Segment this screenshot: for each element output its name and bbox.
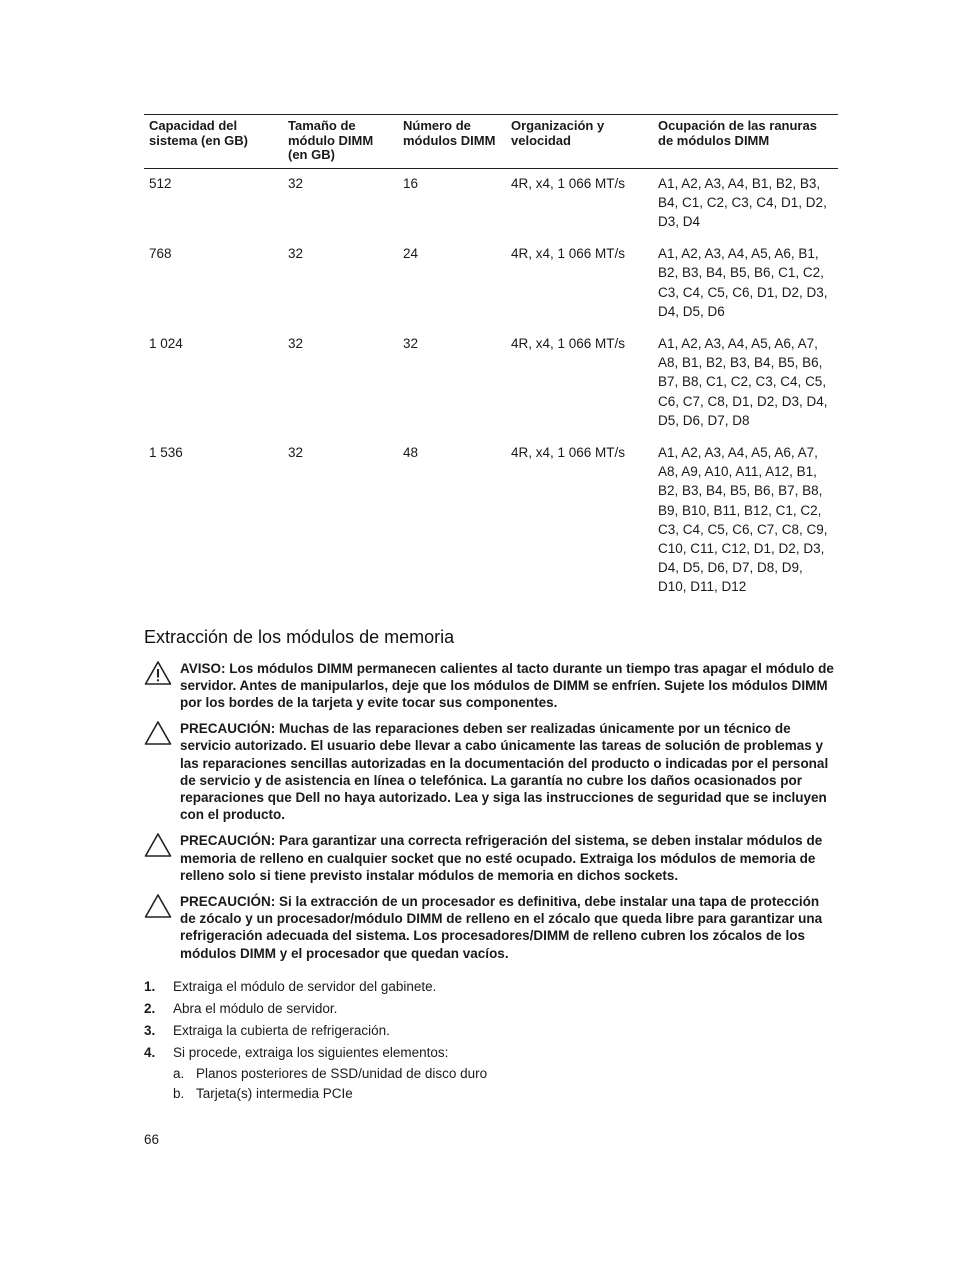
table-cell: 4R, x4, 1 066 MT/s xyxy=(511,444,626,460)
table-cell: 4R, x4, 1 066 MT/s xyxy=(511,175,626,191)
table-cell: A1, A2, A3, A4, A5, A6, B1, B2, B3, B4, B5, B6, C1, C2, C3, C4, C5, C6, D1, D2, D3, D4, D5, D6 xyxy=(658,246,828,319)
caution-triangle-icon xyxy=(144,720,172,746)
list-item xyxy=(144,998,838,1020)
column-header: Tamaño de módulo DIMM (en GB) xyxy=(283,115,398,169)
list-item xyxy=(144,1042,838,1104)
table-cell: 16 xyxy=(403,175,419,191)
procedure-steps xyxy=(144,976,838,1104)
step-number: 1. xyxy=(144,978,156,994)
table-row xyxy=(144,240,838,330)
sub-list-item xyxy=(173,1064,838,1084)
column-header: Capacidad del sistema (en GB) xyxy=(144,115,283,169)
table-cell: 32 xyxy=(288,335,304,351)
sub-list-item xyxy=(173,1084,838,1104)
table-header-row xyxy=(144,115,838,169)
column-header: Ocupación de las ranuras de módulos DIMM xyxy=(653,115,838,169)
warning-note xyxy=(144,660,838,712)
table-row xyxy=(144,168,838,240)
step-text: Extraiga el módulo de servidor del gabinete. xyxy=(173,978,437,994)
step-text: Abra el módulo de servidor. xyxy=(173,1000,338,1016)
note-text: PRECAUCIÓN: Muchas de las reparaciones deben ser realizadas únicamente por un técnico de servicio autorizado. El usuario debe llevar a cabo únicamente las tareas de solución de problemas y las reparaciones sencillas autorizadas en la documentación del producto o indicadas por el personal de servicio y de asistencia en línea o telefónica. La garantía no cubre los daños ocasionados por reparaciones que Dell no haya autorizado. Lea y siga las instrucciones de seguridad que se incluyen con el producto. xyxy=(180,721,829,823)
caution-note xyxy=(144,832,838,884)
list-item xyxy=(144,976,838,998)
table-cell: 32 xyxy=(288,444,304,460)
note-text: AVISO: Los módulos DIMM permanecen calientes al tacto durante un tiempo tras apagar el módulo de servidor. Antes de manipularlos, deje que los módulos de DIMM se enfríen. Sujete los módulos DIMM por los bordes de la tarjeta y evite tocar sus componentes. xyxy=(180,660,834,710)
step-text: Extraiga la cubierta de refrigeración. xyxy=(173,1022,390,1038)
note-text: PRECAUCIÓN: Si la extracción de un procesador es definitiva, debe instalar una tapa de protección de zócalo y un procesador/módulo DIMM de relleno en el zócalo que queda libre para garantizar una refrigeración adecuada del sistema. Los procesadores/DIMM de relleno cubren los zócalos de los módulos DIMM y el procesador que quedan vacíos. xyxy=(180,894,823,961)
page-number: 66 xyxy=(144,1132,160,1147)
step-text: Si procede, extraiga los siguientes elementos: xyxy=(173,1044,449,1060)
list-item xyxy=(144,1020,838,1042)
section-title: Extracción de los módulos de memoria xyxy=(144,626,455,647)
table-cell: 4R, x4, 1 066 MT/s xyxy=(511,335,626,351)
table-cell: A1, A2, A3, A4, A5, A6, A7, A8, A9, A10, A11, A12, B1, B2, B3, B4, B5, B6, B7, B8, B9, B10, B11, B12, C1, C2, C3, C4, C5, C6, C7, C8, C9, C10, C11, C12, D1, D2, D3, D4, D5, D6, D7, D8, D9, D10, D11, D12 xyxy=(658,444,828,595)
caution-note xyxy=(144,720,838,823)
table-cell: 32 xyxy=(403,335,419,351)
table-cell: 32 xyxy=(288,246,304,262)
caution-triangle-icon xyxy=(144,893,172,919)
sub-step-letter: a. xyxy=(173,1065,185,1081)
table-cell: 512 xyxy=(149,175,172,191)
note-text: PRECAUCIÓN: Para garantizar una correcta refrigeración del sistema, se deben instalar módulos de memoria de relleno en cualquier socket que no esté ocupado. Extraiga los módulos de memoria de relleno solo si tiene previsto instalar módulos de memoria en dichos sockets. xyxy=(180,833,823,883)
caution-note xyxy=(144,893,838,962)
page-content xyxy=(144,114,838,1104)
dimm-configuration-table xyxy=(144,114,838,606)
step-number: 4. xyxy=(144,1044,156,1060)
table-cell: 32 xyxy=(288,175,304,191)
caution-triangle-icon xyxy=(144,832,172,858)
table-cell: 1 024 xyxy=(149,335,183,351)
table-cell: 24 xyxy=(403,246,419,262)
table-row xyxy=(144,439,838,606)
table-cell: A1, A2, A3, A4, A5, A6, A7, A8, B1, B2, B3, B4, B5, B6, B7, B8, C1, C2, C3, C4, C5, C6, C7, C8, D1, D2, D3, D4, D5, D6, D7, D8 xyxy=(658,335,828,428)
table-cell: A1, A2, A3, A4, B1, B2, B3, B4, C1, C2, C3, C4, D1, D2, D3, D4 xyxy=(658,175,827,229)
table-cell: 1 536 xyxy=(149,444,183,460)
sub-step-letter: b. xyxy=(173,1085,185,1101)
column-header: Organización y velocidad xyxy=(506,115,653,169)
table-row xyxy=(144,330,838,439)
table-cell: 4R, x4, 1 066 MT/s xyxy=(511,246,626,262)
table-cell: 48 xyxy=(403,444,419,460)
table-cell: 768 xyxy=(149,246,172,262)
sub-steps xyxy=(173,1064,838,1104)
step-number: 3. xyxy=(144,1022,156,1038)
sub-step-text: Tarjeta(s) intermedia PCIe xyxy=(196,1085,353,1101)
column-header: Número de módulos DIMM xyxy=(398,115,506,169)
step-number: 2. xyxy=(144,1000,156,1016)
sub-step-text: Planos posteriores de SSD/unidad de disco duro xyxy=(196,1065,488,1081)
warning-triangle-icon xyxy=(144,660,172,686)
